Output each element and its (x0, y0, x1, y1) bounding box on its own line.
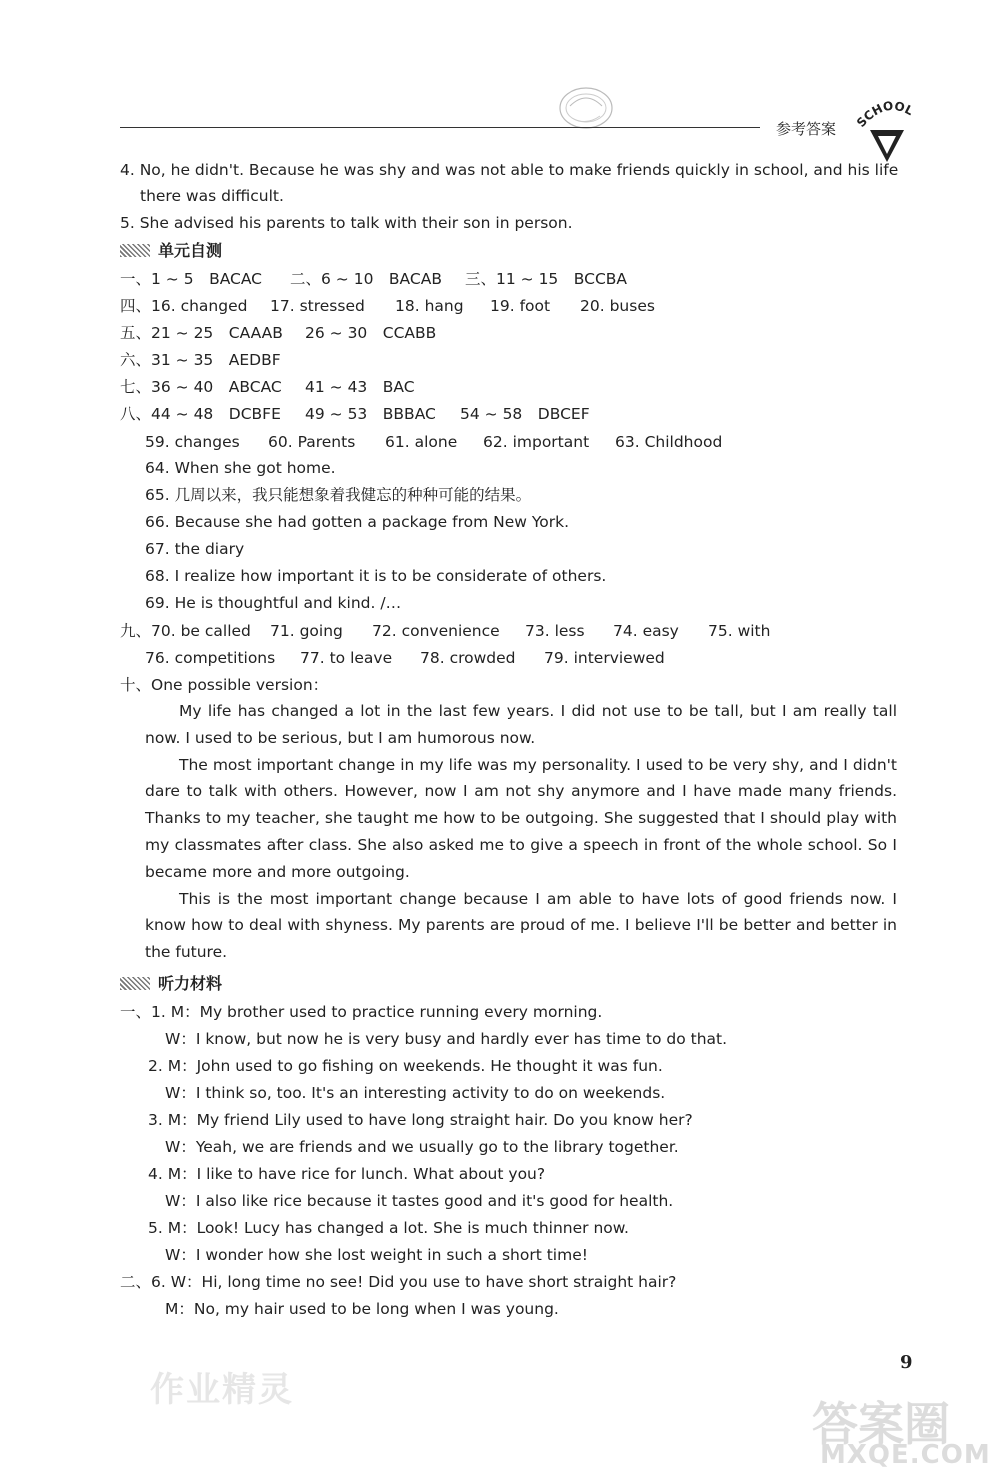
answer-line: 64. When she got home. (145, 459, 336, 477)
answer-page: 参考答案 SCHOOL 4. No, he didn't. Because he was shy and was not able to make friends quickly in school, and his life there was difficult. 5. She advised his parents to talk with their son in person. 单元自测 一、1 ~ 5 BACAC 二、6 ~ 10 BACAB 三、11 ~ 15 BCCBA 四、16. changed 17. stressed 18. hang 19. foot 20. buses 五、21 ~ 25 CAAAB 26 ~ 30 CCABB 六、31 ~ 35 AEDBF 七、36 ~ 40 ABCAC 41 ~ 43 BAC 八、44 ~ 48 DCBFE 49 ~ 53 BBBAC 54 ~ 58 DBCEF 59. changes 60. Parents 61. alone 62. important 63. Childhood 64. When she got home. 65. 几周以来，我只能想象着我健忘的种种可能的结果。 66. Because she had gotten a package from New York. 67. the diary 68. I realize how important it is to be considerate of others. 69. He is thoughtful and kind. /… 九、70. be called 71. going 72. convenience 73. less 74. easy 75. with 76. competitions 77. to leave 78. crowded 79. interviewed 十、One possible version： My life has changed a lot in the last few years. I did not use to be tall, but I am really tall now. I used to be serious, but I am humorous now. The most important change in my life was my personality. I used to be very shy, and I didn't dare to talk with others. However, now I am not shy anymore and I have made many friends. Thanks to my teacher, she taught me how to be outgoing. She suggested that I should play with my classmates after class. She also asked me to give a speech in front of the whole school. So I became more and more outgoing. This is the most important change because I am able to have lots of good friends now. I know how to deal with shyness. My parents are proud of me. I believe I'll be better and better in the future. 听力材料 一、1. M：My brother used to practice running every morning. W：I know, but now he is very busy and hardly ever has time to do that. 2. M：John used to go fishing on weekends. He thought it was fun. W：I think so, too. It's an interesting activity to do on weekends. 3. M：My friend Lily used to have long straight hair. Do you know her? W：Yeah, we are friends and we usually go to the library together. 4. M：I like to have rice for lunch. What about you? W：I also like rice because it tastes good and it's good for health. 5. M：Look! Lucy has changed a lot. She is much thinner now. W：I wonder how she lost weight in such a short time! 二、6. W：Hi, long time no see! Did you use to have short straight hair? M：No, my hair used to be long when I was young. 作业精灵 9 答案圈 MXQE.COM (0, 0, 1000, 1471)
watermark-site: MXQE.COM (820, 1440, 991, 1470)
dialogue-line: 4. M：I like to have rice for lunch. What about you? (148, 1165, 546, 1183)
answer-line: 65. 几周以来，我只能想象着我健忘的种种可能的结果。 (145, 486, 532, 504)
watermark-text: 答案圈 (812, 1397, 950, 1451)
dialogue-line: 3. M：My friend Lily used to have long straight hair. Do you know her? (148, 1111, 693, 1129)
answer-line: 5. She advised his parents to talk with their son in person. (120, 214, 573, 232)
stamp-graphic (548, 78, 624, 138)
essay-label: 十、One possible version： (120, 676, 329, 694)
dialogue-line: 二、6. W：Hi, long time no see! Did you use to have short straight hair? (120, 1273, 677, 1291)
hatch-icon (120, 977, 150, 990)
answer-line: 4. No, he didn't. Because he was shy and was not able to make friends quickly in school, and his life (120, 161, 899, 179)
answer-line: 66. Because she had gotten a package from New York. (145, 513, 570, 531)
hatch-icon (120, 244, 150, 257)
dialogue-line: W：I think so, too. It's an interesting activity to do on weekends. (165, 1084, 666, 1102)
essay-paragraph: The most important change in my life was my personality. I used to be very shy, and I didn't dare to talk with others. However, now I am not shy anymore and I have made many friends. Thanks to my teacher, she taught me how to be outgoing. She suggested that I should play with my classmates after class. She also asked me to give a speech in front of the whole school. So I became more and more outgoing. (145, 755, 897, 881)
answer-line: there was difficult. (140, 187, 284, 205)
dialogue-line: 5. M：Look! Lucy has changed a lot. She is much thinner now. (148, 1219, 629, 1237)
section-heading-listening: 听力材料 (120, 974, 222, 994)
section-heading-unit-test: 单元自测 (120, 241, 222, 261)
logo-text: SCHOOL (853, 98, 916, 130)
header-rule (120, 127, 760, 128)
header-title: 参考答案 (776, 120, 837, 138)
dialogue-line: W：Yeah, we are friends and we usually go to the library together. (165, 1138, 679, 1156)
svg-text:SCHOOL (854, 99, 916, 130)
answer-line: 67. the diary (145, 540, 245, 558)
dialogue-line: M：No, my hair used to be long when I was young. (165, 1300, 559, 1318)
dialogue-line: W：I know, but now he is very busy and hardly ever has time to do that. (165, 1030, 728, 1048)
essay-text (145, 698, 897, 966)
page-number: 9 (900, 1352, 913, 1373)
watermark-text: 作业精灵 (150, 1370, 294, 1410)
answer-line: 68. I realize how important it is to be considerate of others. (145, 567, 607, 585)
essay-paragraph: My life has changed a lot in the last few years. I did not use to be tall, but I am really tall now. I used to be serious, but I am humorous now. (145, 702, 897, 747)
school-logo-icon (852, 96, 922, 166)
dialogue-line: 一、1. M：My brother used to practice running every morning. (120, 1003, 603, 1021)
dialogue-line: W：I wonder how she lost weight in such a short time! (165, 1246, 588, 1264)
essay-paragraph: This is the most important change because I am able to have lots of good friends now. I know how to deal with shyness. My parents are proud of me. I believe I'll be better and better in the future. (145, 889, 897, 962)
answer-line: 69. He is thoughtful and kind. /… (145, 594, 402, 612)
dialogue-line: W：I also like rice because it tastes good and it's good for health. (165, 1192, 674, 1210)
dialogue-line: 2. M：John used to go fishing on weekends. He thought it was fun. (148, 1057, 663, 1075)
